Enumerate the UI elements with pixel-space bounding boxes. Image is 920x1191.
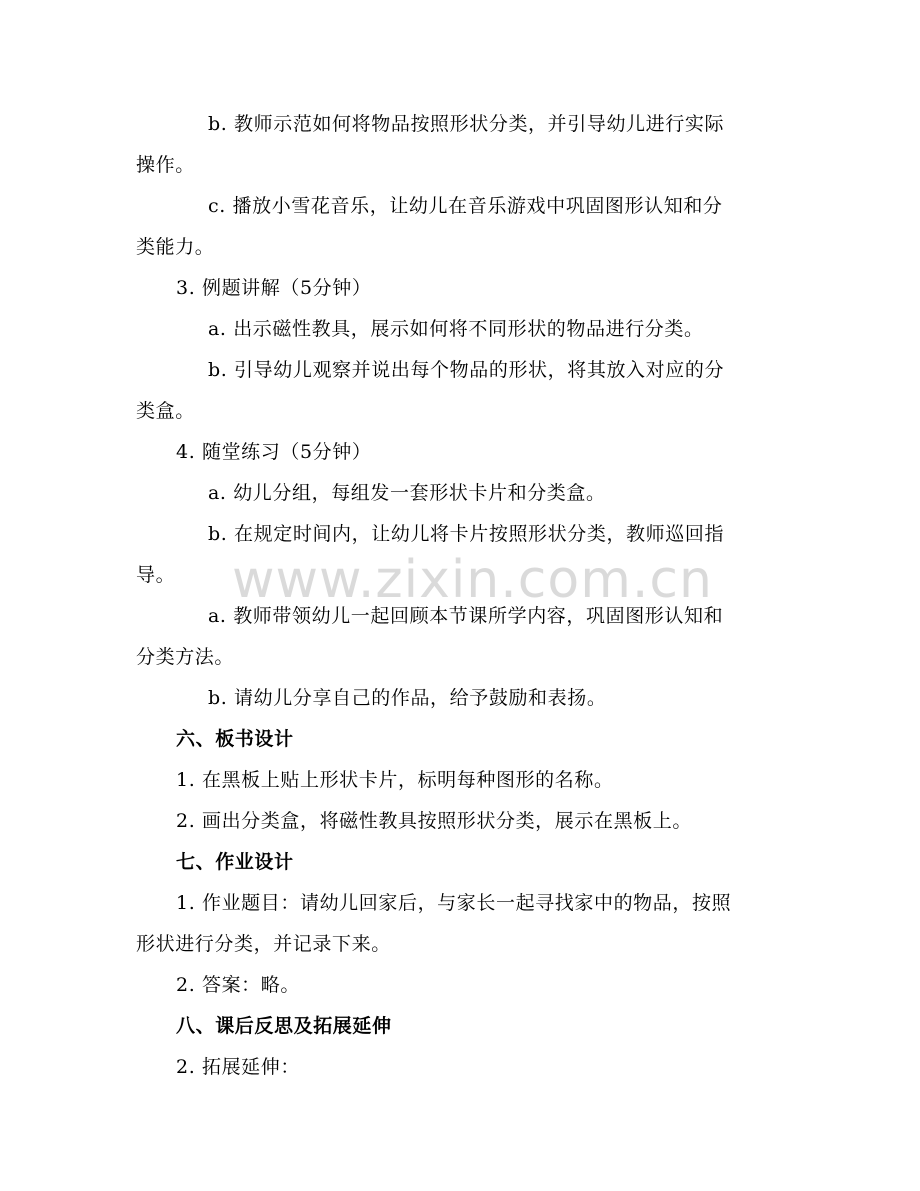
- paragraph-line: b. 请幼儿分享自己的作品，给予鼓励和表扬。: [208, 687, 607, 709]
- paragraph-line: 分类方法。: [136, 646, 235, 668]
- paragraph-line: b. 在规定时间内，让幼儿将卡片按照形状分类，教师巡回指: [208, 523, 725, 545]
- paragraph-line: 类能力。: [136, 236, 215, 258]
- list-item: 1. 作业题目：请幼儿回家后，与家长一起寻找家中的物品，按照: [176, 892, 732, 914]
- paragraph-line: a. 教师带领幼儿一起回顾本节课所学内容，巩固图形认知和: [208, 605, 724, 627]
- paragraph-line: b. 引导幼儿观察并说出每个物品的形状，将其放入对应的分: [208, 359, 725, 381]
- section-heading: 七、作业设计: [176, 851, 294, 873]
- paragraph-line: c. 播放小雪花音乐，让幼儿在音乐游戏中巩固图形认知和分: [208, 195, 723, 217]
- list-item: 3. 例题讲解（5分钟）: [176, 277, 372, 299]
- section-heading: 八、课后反思及拓展延伸: [176, 1015, 392, 1037]
- section-heading: 六、板书设计: [176, 728, 294, 750]
- list-item: 2. 画出分类盒，将磁性教具按照形状分类，展示在黑板上。: [176, 810, 692, 832]
- paragraph-line: 导。: [136, 564, 176, 586]
- paragraph-line: 类盒。: [136, 400, 195, 422]
- paragraph-line: a. 幼儿分组，每组发一套形状卡片和分类盒。: [208, 482, 606, 504]
- paragraph-line: a. 出示磁性教具，展示如何将不同形状的物品进行分类。: [208, 318, 704, 340]
- paragraph-line: 操作。: [136, 154, 195, 176]
- list-item: 2. 答案：略。: [176, 974, 300, 996]
- paragraph-line: b. 教师示范如何将物品按照形状分类，并引导幼儿进行实际: [208, 113, 725, 135]
- paragraph-line: 形状进行分类，并记录下来。: [136, 933, 391, 955]
- list-item: 4. 随堂练习（5分钟）: [176, 441, 372, 463]
- list-item: 2. 拓展延伸：: [176, 1056, 300, 1078]
- watermark: www.zixin.com.cn: [232, 550, 713, 610]
- list-item: 1. 在黑板上贴上形状卡片，标明每种图形的名称。: [176, 769, 614, 791]
